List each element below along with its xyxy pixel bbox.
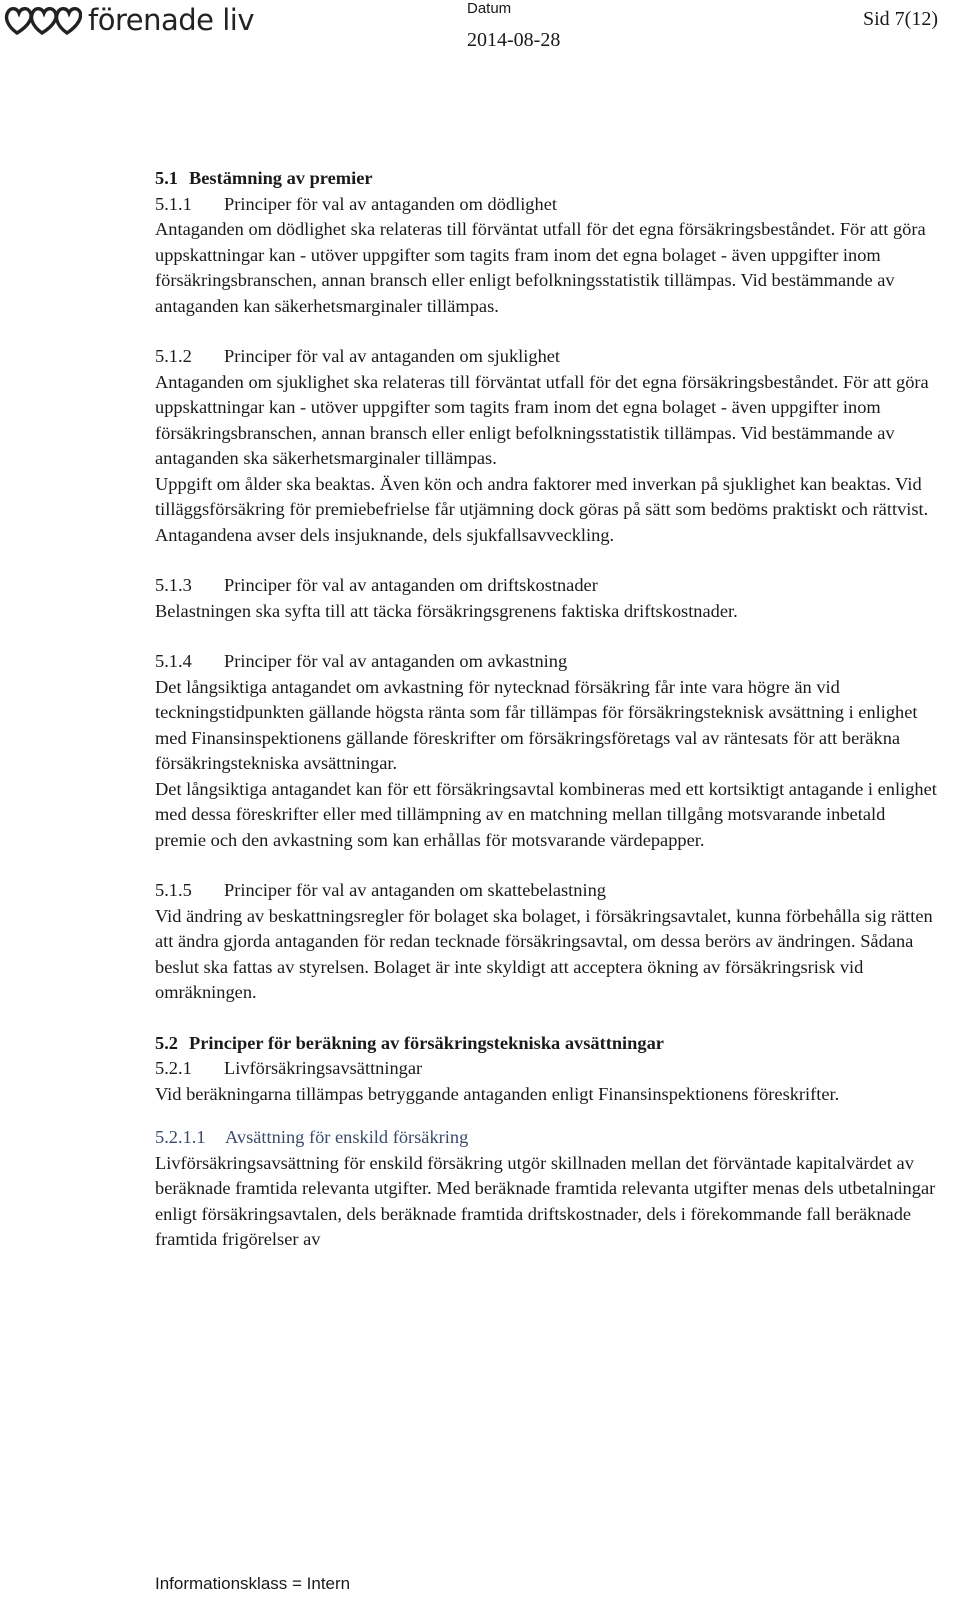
page-number: Sid 7(12): [863, 8, 938, 30]
section-title: Principer för val av antaganden om avkastning: [224, 651, 568, 671]
section-number: 5.2.1.1: [155, 1127, 206, 1147]
section-heading-5-2-1: [155, 1056, 940, 1082]
section-heading-5-1-2: [155, 344, 940, 370]
section-title: Principer för val av antaganden om sjuklighet: [224, 346, 561, 366]
section-number: 5.1.4: [155, 651, 192, 671]
section-heading-5-1-1: [155, 192, 940, 218]
document-body: [155, 166, 940, 1253]
information-class-footer: Informationsklass = Intern: [155, 1574, 351, 1593]
section-number: 5.1: [155, 168, 178, 188]
section-number: 5.1.2: [155, 346, 192, 366]
paragraph: Det långsiktiga antagandet om avkastning för nytecknad försäkring får inte vara högre än vid teckningstidpunkten gällande högsta ränta som får tillämpas för försäkringsteknisk avsättning i enlighet med Finansinspektionens gällande föreskrifter om försäkringsföretags val av räntesats för att beräkna försäkringstekniska avsättningar.: [155, 676, 918, 773]
company-logo: [4, 2, 254, 38]
date-value: 2014-08-28: [467, 29, 561, 51]
section-title: Principer för beräkning av försäkringstekniska avsättningar: [189, 1032, 664, 1053]
paragraph: Vid ändring av beskattningsregler för bolaget ska bolaget, i försäkringsavtalet, kunna förbehålla sig rätten att ändra gjorda antaganden för redan tecknade försäkringsavtal, om dessa berörs av ändringen. Sådana beslut ska fattas av styrelsen. Bolaget är inte skyldigt att acceptera ökning av försäkringsrisk vid omräkningen.: [155, 905, 933, 1002]
section-number: 5.2: [155, 1032, 178, 1053]
section-title: Principer för val av antaganden om skattebelastning: [224, 880, 606, 900]
logo-text: förenade liv: [88, 3, 254, 37]
section-heading-5-1-4: [155, 649, 940, 675]
paragraph: Uppgift om ålder ska beaktas. Även kön och andra faktorer med inverkan på sjuklighet kan beaktas. Vid tilläggsförsäkring för premiebefrielse får utjämning dock göras på sätt som bedöms praktiskt och rättvist.: [155, 473, 929, 519]
date-block: [467, 0, 560, 52]
section-heading-5-2: [155, 1031, 940, 1057]
paragraph: Det långsiktiga antagandet kan för ett försäkringsavtal kombineras med ett kortsiktigt antagande i enlighet med dessa föreskrifter eller med tillämpning av en matchning mellan tillgång motsvarande inbetald premie och den avkastning som kan erhållas för motsvarande värdepapper.: [155, 778, 937, 850]
section-number: 5.2.1: [155, 1058, 192, 1078]
paragraph: Belastningen ska syfta till att täcka försäkringsgrenens faktiska driftskostnader.: [155, 600, 738, 621]
section-heading-5-1: [155, 166, 940, 192]
paragraph: Vid beräkningarna tillämpas betryggande antaganden enligt Finansinspektionens föreskrifter.: [155, 1083, 840, 1104]
section-heading-5-1-5: [155, 878, 940, 904]
hearts-logo-icon: [4, 3, 82, 37]
date-label: Datum: [467, 0, 512, 17]
paragraph: Antaganden om sjuklighet ska relateras till förväntat utfall för det egna försäkringsbeståndet. För att göra uppskattningar kan - utöver uppgifter som tagits fram inom det egna bolaget - även uppgifter inom försäkringsbranschen, annan bransch eller enligt befolkningsstatistik tillämpas. Vid bestämmande av antaganden ska säkerhetsmarginaler tillämpas.: [155, 371, 929, 468]
section-number: 5.1.5: [155, 880, 192, 900]
paragraph: Antagandena avser dels insjuknande, dels sjukfallsavveckling.: [155, 524, 615, 545]
section-title: Avsättning för enskild försäkring: [225, 1127, 469, 1147]
page-header: [0, 0, 960, 60]
section-title: Principer för val av antaganden om driftskostnader: [224, 575, 598, 595]
section-heading-5-1-3: [155, 573, 940, 599]
section-title: Principer för val av antaganden om dödlighet: [224, 193, 557, 214]
paragraph: Livförsäkringsavsättning för enskild försäkring utgör skillnaden mellan det förväntade kapitalvärdet av beräknade framtida relevanta utgifter. Med beräknade framtida relevanta utgifter menas dels utbetalningar enligt försäkringsavtalen, dels beräknade framtida driftskostnader, dels i förekommande fall beräknade framtida frigörelser av: [155, 1152, 936, 1249]
paragraph: Antaganden om dödlighet ska relateras till förväntat utfall för det egna försäkringsbeståndet. För att göra uppskattningar kan - utöver uppgifter som tagits fram inom det egna bolaget - även uppgifter inom försäkringsbranschen, annan bransch eller enligt befolkningsstatistik tillämpas. Vid bestämmande av antaganden kan säkerhetsmarginaler tillämpas.: [155, 219, 926, 316]
section-number: 5.1.1: [155, 193, 192, 214]
section-title: Bestämning av premier: [189, 168, 373, 188]
section-title: Livförsäkringsavsättningar: [224, 1058, 423, 1078]
section-heading-5-2-1-1: [155, 1125, 940, 1151]
section-number: 5.1.3: [155, 575, 192, 595]
